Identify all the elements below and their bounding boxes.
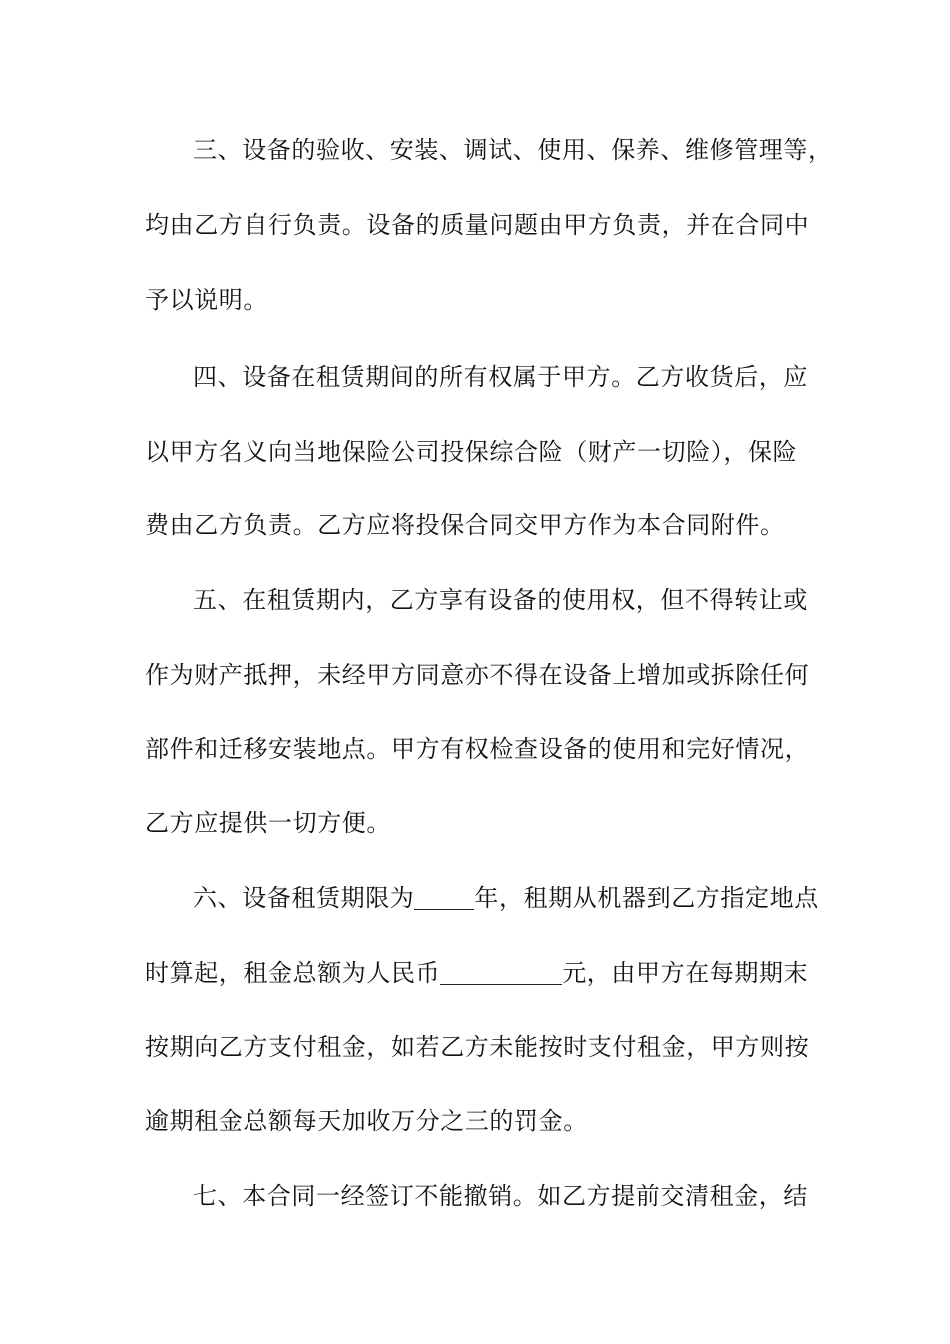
clause-6-line-1: [193, 878, 819, 918]
clause-3-line-3: 予以说明。: [145, 286, 268, 314]
rent-amount-blank: [440, 958, 562, 985]
clause-6-line-4: 逾期租金总额每天加收万分之三的罚金。: [145, 1107, 588, 1135]
clause-4-line-1: 四、设备在租赁期间的所有权属于甲方。乙方收货后，应: [193, 363, 808, 391]
clause-3-line-2: 均由乙方自行负责。设备的质量问题由甲方负责，并在合同中: [145, 211, 810, 239]
clause-3-line-1: 三、设备的验收、安装、调试、使用、保养、维修管理等，: [193, 136, 833, 164]
clause-5-line-3: 部件和迁移安装地点。甲方有权检查设备的使用和完好情况，: [145, 735, 810, 763]
clause-6-text-c: 时算起，租金总额为人民币: [145, 959, 441, 987]
clause-5-line-1: 五、在租赁期内，乙方享有设备的使用权，但不得转让或: [193, 586, 808, 614]
clause-6-text-b: 年，租期从机器到乙方指定地点: [474, 884, 819, 912]
clause-7-line-1: 七、本合同一经签订不能撤销。如乙方提前交清租金，结: [193, 1182, 808, 1210]
lease-term-blank: [414, 883, 474, 910]
clause-6-line-3: 按期向乙方支付租金，如若乙方未能按时支付租金，甲方则按: [145, 1033, 810, 1061]
clause-4-line-2: 以甲方名义向当地保险公司投保综合险（财产一切险），保险: [145, 438, 798, 466]
clause-4-line-3: 费由乙方负责。乙方应将投保合同交甲方作为本合同附件。: [145, 511, 785, 539]
clause-6-text-a: 六、设备租赁期限为: [193, 884, 415, 912]
clause-5-line-2: 作为财产抵押，未经甲方同意亦不得在设备上增加或拆除任何: [145, 661, 810, 689]
clause-5-line-4: 乙方应提供一切方便。: [145, 809, 391, 837]
clause-6-text-d: 元，由甲方在每期期末: [562, 959, 809, 987]
clause-6-line-2: [145, 953, 810, 993]
